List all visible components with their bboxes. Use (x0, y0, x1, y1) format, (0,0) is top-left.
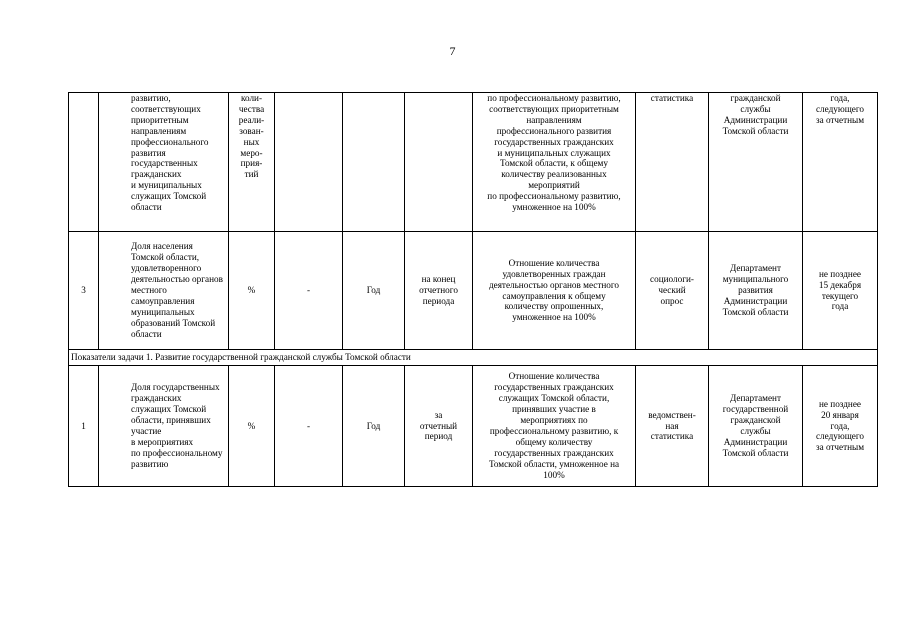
base-cell (275, 93, 343, 232)
deadline-cell: не позднее 20 января года, следующего за отчетным (803, 366, 878, 487)
formula-cell: по профессиональному развитию, соответствующих приоритетным направлениям профессионального развития государственных гражданских и муниципальных служащих Томской области, к общему количеству реализованных мероприятий по профессиональному развитию, умноженное на 100% (473, 93, 636, 232)
unit-cell: % (229, 232, 275, 350)
indicators-table (68, 92, 878, 487)
period-cell: Год (343, 366, 405, 487)
responsible-cell: Департамент муниципального развития Администрации Томской области (709, 232, 803, 350)
base-cell: - (275, 366, 343, 487)
section-header: Показатели задачи 1. Развитие государственной гражданской службы Томской области (69, 350, 878, 366)
period-cell (343, 93, 405, 232)
formula-cell: Отношение количества государственных гражданских служащих Томской области, принявших участие в мероприятиях по профессиональному развитию, к общему количеству государственных гражданских Томской области, умноженное на 100% (473, 366, 636, 487)
page-number: 7 (449, 44, 456, 58)
indicator-name: Доля населения Томской области, удовлетворенного деятельностью органов местного самоуправления муниципальных образований Томской области (99, 232, 229, 350)
deadline-cell: не позднее 15 декабря текущего года (803, 232, 878, 350)
responsible-cell: Департамент государственной гражданской службы Администрации Томской области (709, 366, 803, 487)
time-cell: на конец отчетного периода (405, 232, 473, 350)
unit-cell: коли- чества реали- зован- ных меро- прия- тий (229, 93, 275, 232)
time-cell (405, 93, 473, 232)
row-number (69, 93, 99, 232)
unit-cell: % (229, 366, 275, 487)
section-header-row (69, 350, 878, 366)
method-cell: статистика (636, 93, 709, 232)
responsible-cell: гражданской службы Администрации Томской области (709, 93, 803, 232)
row-number: 1 (69, 366, 99, 487)
base-cell: - (275, 232, 343, 350)
formula-cell: Отношение количества удовлетворенных граждан деятельностью органов местного самоуправления к общему количеству опрошенных, умноженное на 100% (473, 232, 636, 350)
period-cell: Год (343, 232, 405, 350)
time-cell: за отчетный период (405, 366, 473, 487)
row-number: 3 (69, 232, 99, 350)
table-row (69, 93, 878, 232)
indicator-name: Доля государственных гражданских служащих Томской области, принявших участие в мероприятиях по профессиональному развитию (99, 366, 229, 487)
table-row (69, 366, 878, 487)
deadline-cell: года, следующего за отчетным (803, 93, 878, 232)
indicator-name: развитию, соответствующих приоритетным направлениям профессионального развития государственных гражданских и муниципальных служащих Томской области (99, 93, 229, 232)
method-cell: ведомствен- ная статистика (636, 366, 709, 487)
method-cell: социологи- ческий опрос (636, 232, 709, 350)
table-row (69, 232, 878, 350)
